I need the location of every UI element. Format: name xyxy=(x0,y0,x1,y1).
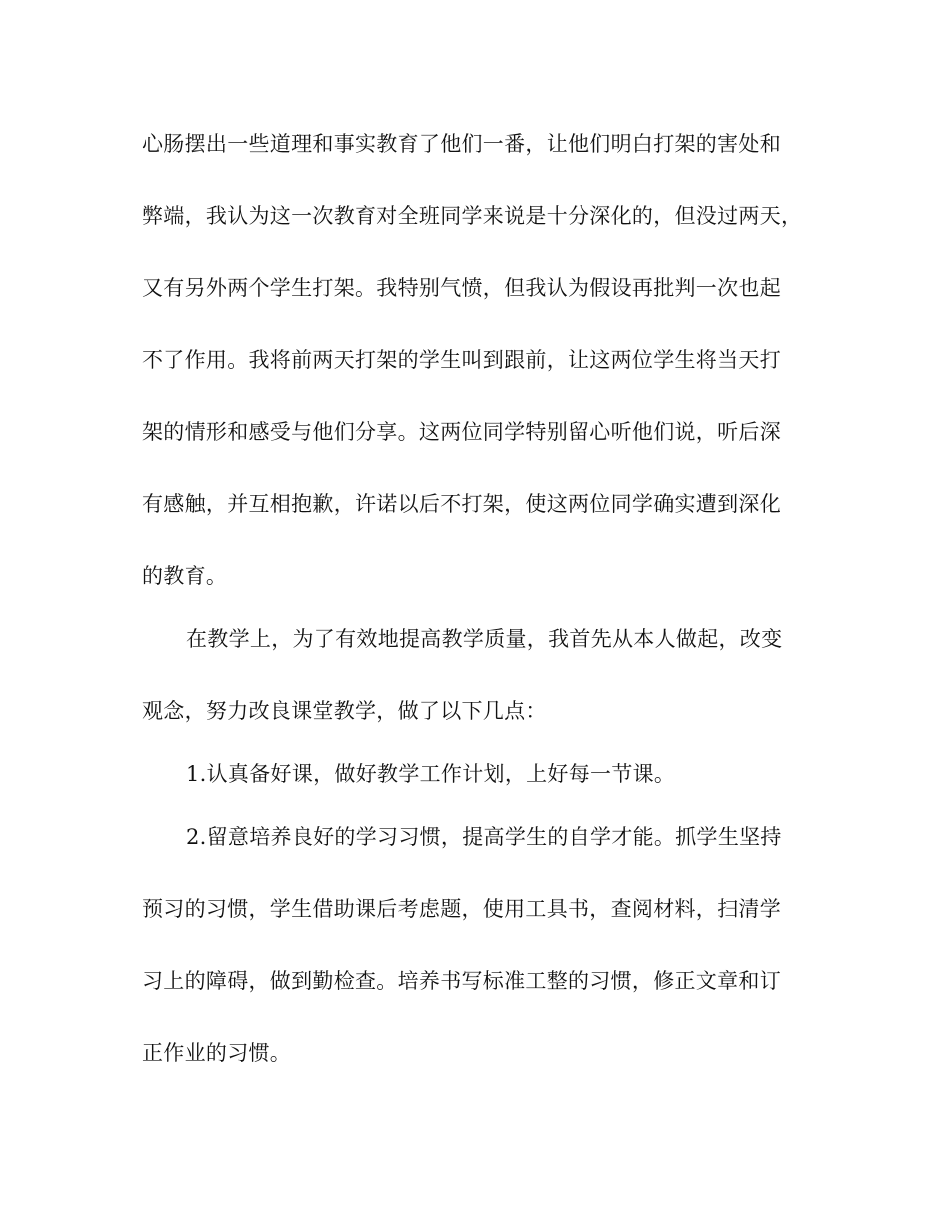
paragraph-first-line: 在教学上，为了有效地提高教学质量，我首先从本人做起，改变 xyxy=(186,627,783,651)
text-line: 预习的习惯，学生借助课后考虑题，使用工具书，查阅材料，扫清学 xyxy=(142,897,781,921)
list-item-2: 2.留意培养良好的学习习惯，提高学生的自学才能。抓学生坚持 xyxy=(186,825,782,849)
text-line: 架的情形和感受与他们分享。这两位同学特别留心听他们说，听后深 xyxy=(142,420,781,444)
text-line: 观念，努力改良课堂教学，做了以下几点： xyxy=(142,699,547,723)
text-line: 心肠摆出一些道理和事实教育了他们一番，让他们明白打架的害处和 xyxy=(142,132,781,156)
text-line: 习上的障碍，做到勤检查。培养书写标准工整的习惯，修正文章和订 xyxy=(142,969,781,993)
text-line: 弊端，我认为这一次教育对全班同学来说是十分深化的，但没过两天， xyxy=(142,204,803,228)
list-item-1: 1.认真备好课，做好教学工作计划，上好每一节课。 xyxy=(186,762,676,786)
text-line: 正作业的习惯。 xyxy=(142,1041,292,1065)
text-line: 不了作用。我将前两天打架的学生叫到跟前，让这两位学生将当天打 xyxy=(142,348,781,372)
text-line: 又有另外两个学生打架。我特别气愤，但我认为假设再批判一次也起 xyxy=(142,276,781,300)
text-line: 有感触，并互相抱歉，许诺以后不打架，使这两位同学确实遭到深化 xyxy=(142,492,781,516)
text-line: 的教育。 xyxy=(142,564,228,588)
